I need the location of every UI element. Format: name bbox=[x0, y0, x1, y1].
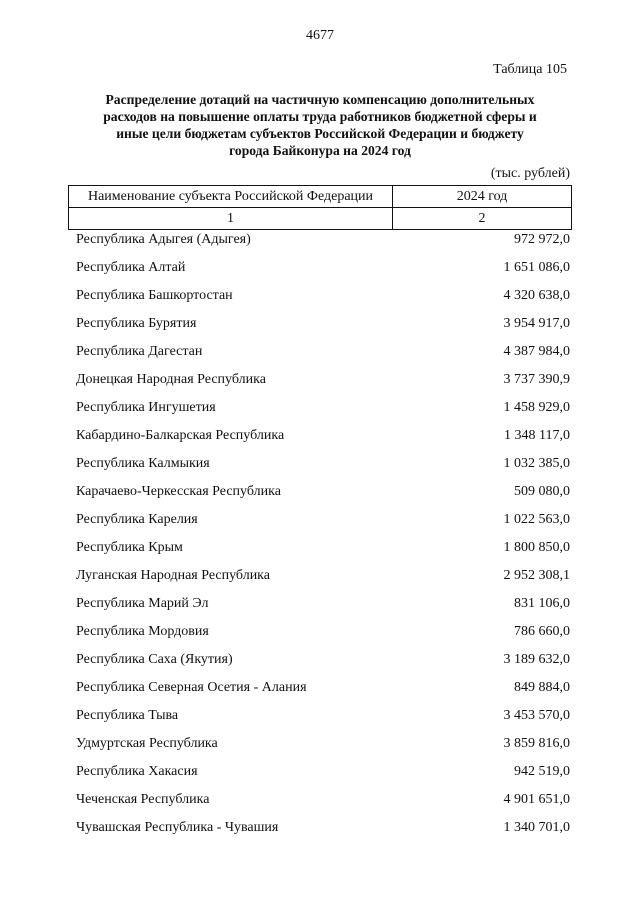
table-row bbox=[68, 758, 572, 786]
subject-name: Республика Мордовия bbox=[76, 624, 209, 639]
subsidy-amount: 3 189 632,0 bbox=[503, 652, 570, 667]
table-row bbox=[68, 814, 572, 842]
subject-name: Республика Алтай bbox=[76, 260, 186, 275]
subsidy-amount: 4 320 638,0 bbox=[503, 288, 570, 303]
subject-name: Республика Саха (Якутия) bbox=[76, 652, 233, 667]
table-row bbox=[68, 562, 572, 590]
table-row bbox=[68, 786, 572, 814]
table-row bbox=[68, 394, 572, 422]
table-row bbox=[68, 646, 572, 674]
page-number: 4677 bbox=[306, 28, 334, 43]
table-header-row bbox=[69, 186, 571, 207]
subsidy-amount: 942 519,0 bbox=[514, 764, 570, 779]
table-row bbox=[68, 226, 572, 254]
subsidy-amount: 3 737 390,9 bbox=[503, 372, 570, 387]
subsidy-amount: 786 660,0 bbox=[514, 624, 570, 639]
subject-name: Чувашская Республика - Чувашия bbox=[76, 820, 279, 835]
subsidy-amount: 972 972,0 bbox=[514, 232, 570, 247]
table-row bbox=[68, 506, 572, 534]
subject-name: Республика Адыгея (Адыгея) bbox=[76, 232, 251, 247]
units-label: (тыс. рублей) bbox=[490, 166, 570, 181]
table-title bbox=[40, 91, 600, 159]
subsidy-amount: 1 348 117,0 bbox=[504, 428, 570, 443]
title-line: расходов на повышение оплаты труда работников бюджетной сферы и bbox=[103, 109, 537, 124]
subject-name: Чеченская Республика bbox=[76, 792, 210, 807]
subject-name: Донецкая Народная Республика bbox=[76, 372, 266, 387]
table-row bbox=[68, 422, 572, 450]
title-line: Распределение дотаций на частичную компенсацию дополнительных bbox=[105, 92, 535, 107]
subsidy-amount: 4 387 984,0 bbox=[503, 344, 570, 359]
subject-name: Республика Ингушетия bbox=[76, 400, 216, 415]
table-body bbox=[68, 226, 572, 842]
table-row bbox=[68, 310, 572, 338]
subsidy-amount: 1 458 929,0 bbox=[503, 400, 570, 415]
subsidy-amount: 3 453 570,0 bbox=[503, 708, 570, 723]
subsidy-amount: 3 954 917,0 bbox=[503, 316, 570, 331]
subject-name: Республика Башкортостан bbox=[76, 288, 233, 303]
table-row bbox=[68, 730, 572, 758]
subject-name: Республика Марий Эл bbox=[76, 596, 209, 611]
subject-name: Кабардино-Балкарская Республика bbox=[76, 428, 285, 443]
subject-name: Республика Дагестан bbox=[76, 344, 203, 359]
subject-name: Республика Северная Осетия - Алания bbox=[76, 680, 307, 695]
subsidy-amount: 849 884,0 bbox=[514, 680, 570, 695]
subject-name: Карачаево-Черкесская Республика bbox=[76, 484, 281, 499]
table-row bbox=[68, 478, 572, 506]
subsidy-amount: 1 340 701,0 bbox=[503, 820, 570, 835]
subsidy-amount: 1 651 086,0 bbox=[503, 260, 570, 275]
table-label: Таблица 105 bbox=[493, 62, 567, 77]
table-row bbox=[68, 366, 572, 394]
table-row bbox=[68, 450, 572, 478]
header-year: 2024 год bbox=[456, 188, 508, 204]
subsidy-amount: 1 032 385,0 bbox=[503, 456, 570, 471]
subject-name: Республика Бурятия bbox=[76, 316, 197, 331]
subsidy-amount: 4 901 651,0 bbox=[503, 792, 570, 807]
subsidy-amount: 2 952 308,1 bbox=[503, 568, 570, 583]
column-number-1: 1 bbox=[69, 208, 393, 229]
subject-name: Республика Калмыкия bbox=[76, 456, 210, 471]
subject-name: Республика Крым bbox=[76, 540, 183, 555]
table-row bbox=[68, 282, 572, 310]
table-row bbox=[68, 618, 572, 646]
title-line: иные цели бюджетам субъектов Российской Федерации и бюджету bbox=[116, 126, 524, 141]
table-row bbox=[68, 702, 572, 730]
table-row bbox=[68, 590, 572, 618]
table-row bbox=[68, 534, 572, 562]
subsidy-amount: 1 022 563,0 bbox=[503, 512, 570, 527]
subject-name: Республика Карелия bbox=[76, 512, 198, 527]
table-row bbox=[68, 674, 572, 702]
subsidy-amount: 1 800 850,0 bbox=[503, 540, 570, 555]
table-row bbox=[68, 254, 572, 282]
title-line: города Байконура на 2024 год bbox=[229, 143, 411, 158]
table-row bbox=[68, 338, 572, 366]
header-subject-name: Наименование субъекта Российской Федерации bbox=[69, 186, 393, 207]
column-number-2: 2 bbox=[478, 210, 486, 226]
subsidy-amount: 831 106,0 bbox=[514, 596, 570, 611]
subject-name: Луганская Народная Республика bbox=[76, 568, 270, 583]
subsidy-amount: 3 859 816,0 bbox=[503, 736, 570, 751]
subject-name: Удмуртская Республика bbox=[76, 736, 218, 751]
subject-name: Республика Тыва bbox=[76, 708, 179, 723]
subsidy-amount: 509 080,0 bbox=[514, 484, 570, 499]
table-header bbox=[68, 185, 572, 230]
subject-name: Республика Хакасия bbox=[76, 764, 198, 779]
